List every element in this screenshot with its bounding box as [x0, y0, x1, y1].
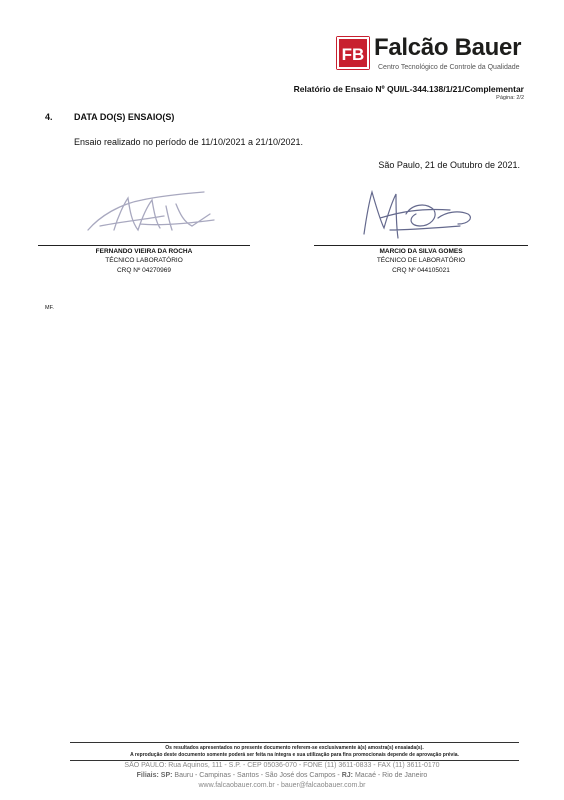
signature-1-crq: CRQ Nº 04270969	[116, 267, 172, 274]
signature-1-image	[80, 186, 220, 242]
signature-2-name: MARCIO DA SILVA GOMES	[379, 248, 463, 255]
signature-2-role: TÉCNICO DE LABORATÓRIO	[376, 257, 466, 264]
footer-bottom-rule	[70, 760, 519, 761]
footer-address: SÃO PAULO: Rua Aquinos, 111 - S.P. - CEP 05036-070 - FONE (11) 3611-0833 - FAX (11) 3611-0170	[124, 762, 440, 769]
signature-2-line	[314, 245, 528, 246]
branches-rj-label: RJ:	[341, 772, 353, 779]
report-id: Relatório de Ensaio Nº QUI/L-344.138/1/21/Complementar	[293, 84, 524, 94]
footer-contact: www.falcaobauer.com.br - bauer@falcaobauer.com.br	[198, 782, 366, 789]
branches-label: Filiais: SP:	[136, 772, 173, 779]
signature-2-image	[350, 184, 490, 244]
brand-tagline: Centro Tecnológico de Controle da Qualidade	[378, 64, 520, 71]
signature-1-name: FERNANDO VIEIRA DA ROCHA	[95, 248, 193, 255]
footer-top-rule	[70, 742, 519, 743]
signature-2-crq: CRQ Nº 044105021	[392, 267, 450, 274]
company-logo-icon	[336, 36, 370, 70]
typist-initials: MF.	[45, 305, 54, 311]
branches-rj: Macaé - Rio de Janeiro	[354, 772, 428, 779]
branches-sp: Bauru - Campinas - Santos - São José dos Campos -	[174, 772, 340, 779]
section-title: DATA DO(S) ENSAIO(S)	[74, 112, 175, 122]
section-number: 4.	[45, 112, 53, 122]
section-body: Ensaio realizado no período de 11/10/2021 a 21/10/2021.	[74, 137, 304, 147]
place-date: São Paulo, 21 de Outubro de 2021.	[378, 160, 520, 170]
footer-disclaimer-2: A reprodução deste documento somente poderá ser feita na íntegra e sua utilização para fins promocionais depende de aprovação prévia.	[130, 752, 459, 758]
page-number: Página: 2/2	[496, 95, 524, 101]
footer-disclaimer-1: Os resultados apresentados no presente documento referem-se exclusivamente à(s) amostra(s) ensaiada(s).	[165, 745, 424, 751]
signature-1-role: TÉCNICO LABORATÓRIO	[105, 257, 183, 264]
footer-branches	[40, 772, 524, 779]
logo-letters: FB	[341, 45, 365, 64]
brand-name: Falcão Bauer	[374, 34, 522, 61]
signature-1-line	[38, 245, 250, 246]
